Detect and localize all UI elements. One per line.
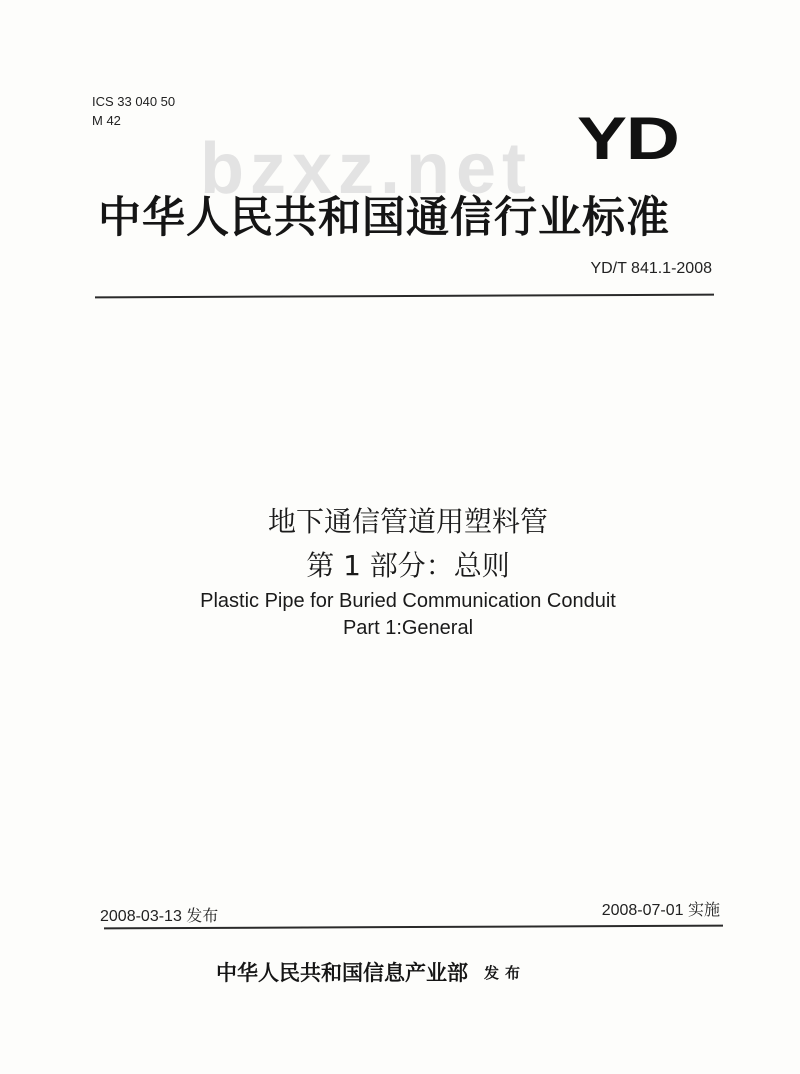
issuer-name: 中华人民共和国信息产业部 <box>216 960 468 985</box>
publish-label: 发布 <box>484 964 527 982</box>
header-divider <box>95 294 714 299</box>
watermark: bzxz.net <box>200 129 533 209</box>
ics-code: ICS 33 040 50 <box>92 94 176 109</box>
document-title <box>0 500 800 642</box>
title-cn-part: 第 1 部分：总则 <box>306 549 510 582</box>
issue-date: 2008-03-13 发布 <box>100 908 219 925</box>
title-cn-main: 地下通信管道用塑料管 <box>267 505 548 538</box>
title-en-part: Part 1:General <box>342 617 474 639</box>
title-en-main: Plastic Pipe for Buried Communication Conduit <box>200 590 616 612</box>
issuer-line <box>216 957 526 987</box>
classification-code: M 42 <box>92 113 121 128</box>
industry-standard-title: 中华人民共和国通信行业标准 <box>98 193 670 243</box>
standard-number: YD/T 841.1-2008 <box>590 260 712 277</box>
classification-codes <box>92 92 175 130</box>
yd-logo: YD <box>577 105 679 172</box>
implementation-date: 2008-07-01 实施 <box>601 902 720 919</box>
